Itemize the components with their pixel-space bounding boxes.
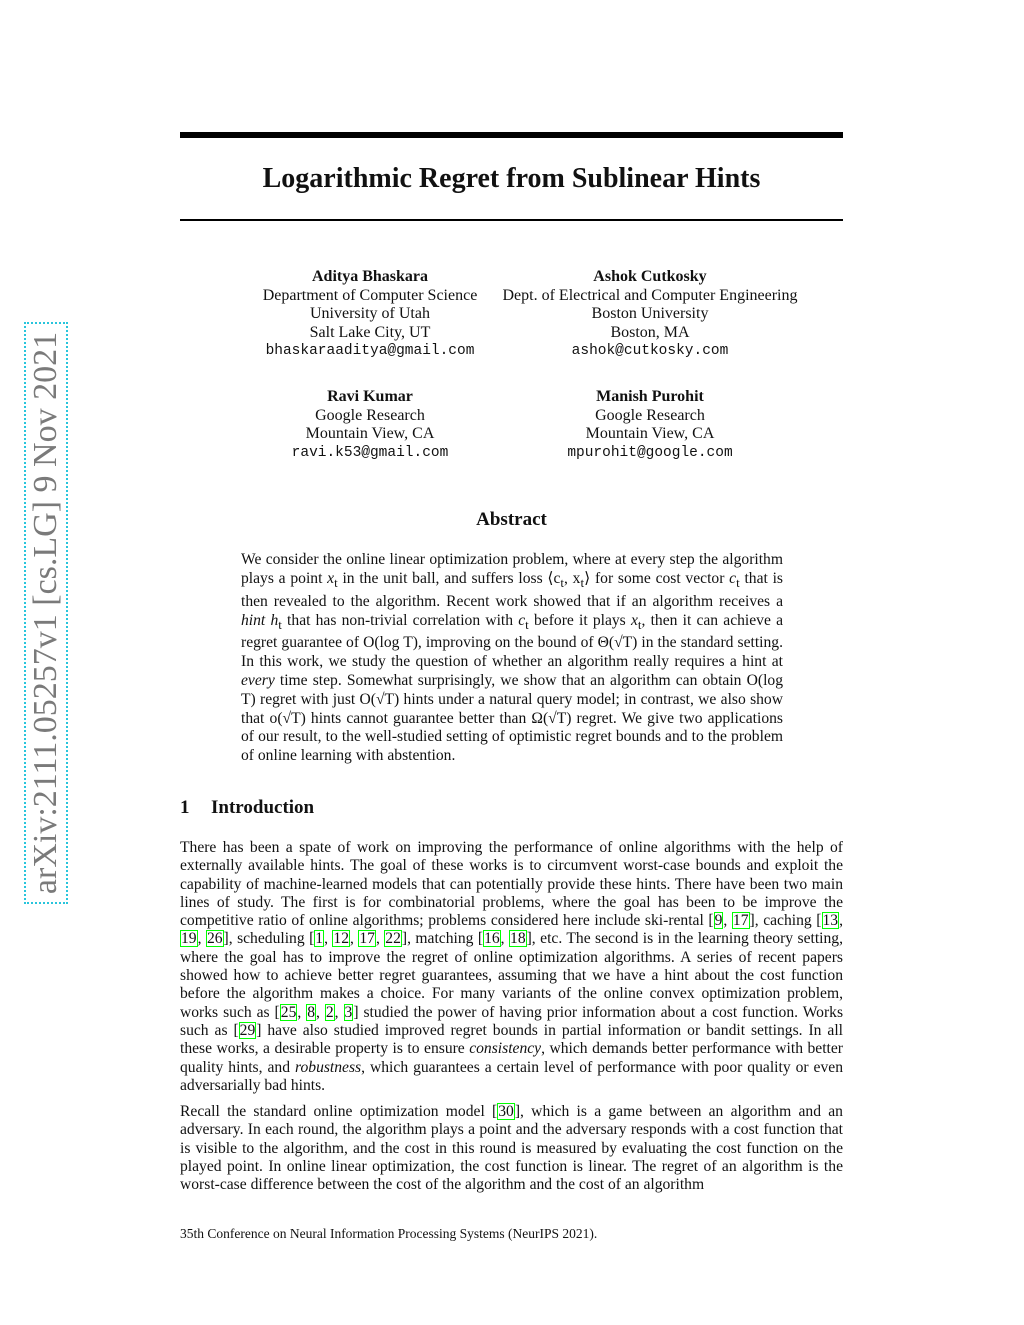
author-institution: University of Utah (310, 305, 430, 322)
author-block (470, 268, 830, 361)
author-department: Department of Computer Science (262, 286, 478, 304)
citation-link[interactable]: 3 (344, 1003, 353, 1021)
paragraph: Recall the standard online optimization model [30], which is a game between an algorithm and an adversary. In each round, the algorithm plays a point and the adversary responds with a cost function that is visible to the algorithm, and the cost in this round is measured by evaluating the cost function on the played point. In online linear optimization, the cost function is linear. The regret of an algorithm is the worst-case difference between the cost of the algorithm and the cost of an algorithm (180, 1103, 843, 1194)
citation-link[interactable]: 12 (333, 930, 349, 948)
author-location: Mountain View, CA (585, 425, 715, 442)
citation-link[interactable]: 26 (206, 930, 223, 948)
title-top-rule (180, 132, 843, 138)
paragraph: There has been a spate of work on improving the performance of online algorithms with the help of externally available hints. The goal of these works is to circumvent worst-case bounds and exploit the capability of machine-learned models that can potentially provide these hints. There have been two main lines of study. The first is for combinatorial problems, where the goal has been to be improve the competitive ratio of online algorithms; problems considered here include ski-rental [9, 17], caching [13, 19, 26], scheduling [1, 12, 17, 22], matching [16, 18], etc. The second is in the learning theory setting, where the goal has to improve the regret of online optimization algorithms. A series of recent papers showed how to achieve better regret guarantees, assuming that we have a hint about the cost function before the algorithm makes a choice. For many variants of the online convex optimization problem, works such as [25, 8, 2, 3] studied the power of having prior information about a cost function. Works such as [29] have also studied improved regret bounds in partial information or bandit settings. In all these works, a desirable property is to ensure consistency, which demands better performance with better quality hints, and robustness, which guarantees a certain level of performance with poor quality or even adversarially bad hints. (180, 839, 844, 1094)
section-heading (180, 797, 314, 819)
citation-link[interactable]: 2 (325, 1003, 334, 1021)
citation-link[interactable]: 1 (315, 930, 324, 948)
author-institution: Google Research (315, 406, 425, 424)
author-block (470, 388, 830, 462)
author-department: Dept. of Electrical and Computer Engineering (502, 286, 798, 304)
author-email[interactable]: bhaskaraaditya@gmail.com (265, 343, 475, 359)
introduction-body (180, 839, 843, 1203)
author-email[interactable]: ravi.k53@gmail.com (291, 444, 449, 461)
paper-title: Logarithmic Regret from Sublinear Hints (262, 163, 761, 194)
citation-link[interactable]: 17 (732, 912, 749, 930)
citation-link[interactable]: 19 (181, 930, 197, 948)
section-title: Introduction (211, 797, 315, 818)
author-location: Salt Lake City, UT (309, 323, 431, 341)
abstract-heading: Abstract (476, 509, 547, 530)
author-name: Manish Purohit (596, 388, 704, 405)
citation-link[interactable]: 18 (510, 930, 526, 948)
author-name: Ravi Kumar (327, 388, 413, 405)
citation-link[interactable]: 25 (280, 1003, 297, 1021)
arxiv-identifier: arXiv:2111.05257v1 [cs.LG] 9 Nov 2021 (27, 331, 64, 895)
author-location: Mountain View, CA (305, 425, 435, 442)
citation-link[interactable]: 30 (498, 1103, 514, 1121)
citation-link[interactable]: 22 (385, 930, 401, 948)
arxiv-stamp (24, 322, 68, 904)
citation-link[interactable]: 13 (822, 912, 839, 930)
title-bottom-rule (180, 219, 843, 221)
citation-link[interactable]: 16 (484, 930, 500, 948)
citation-link[interactable]: 9 (714, 912, 723, 930)
author-name: Aditya Bhaskara (311, 268, 429, 285)
author-name: Ashok Cutkosky (593, 268, 707, 285)
author-institution: Boston University (591, 305, 709, 322)
citation-link[interactable]: 8 (307, 1003, 316, 1021)
author-location: Boston, MA (610, 323, 690, 341)
citation-link[interactable]: 17 (359, 930, 375, 948)
footer-venue-note: 35th Conference on Neural Information Processing Systems (NeurIPS 2021). (180, 1226, 598, 1241)
abstract-text: We consider the online linear optimization problem, where at every step the algorithm plays a point $x_t$ in the unit ball, and suffers loss $⟨c_t$, $x_t⟩$ for some cost vector $c_t$ that is then revealed to the algorithm. Recent work showed that if an algorithm receives a hint $h_t$ that has non-trivial correlation with $c_t$ before it plays $x_t$, then it can achieve a regret guarantee of O(log T), improving on the bound of Θ(√T) in the standard setting. In this work, we study the question of whether an algorithm really requires a hint at every time step. Somewhat surprisingly, we show that an algorithm can obtain O(log T) regret with just O(√T) hints under a natural query model; in contrast, we also show that o(√T) hints cannot guarantee better than Ω(√T) regret. We give two applications of our result, to the well-studied setting of optimistic regret bounds and to the problem of online learning with abstention. (241, 551, 784, 765)
citation-link[interactable]: 29 (239, 1021, 256, 1039)
author-email[interactable]: mpurohit@google.com (567, 444, 733, 461)
author-institution: Google Research (595, 406, 705, 424)
section-number: 1 (180, 797, 190, 818)
author-email[interactable]: ashok@cutkosky.com (571, 343, 729, 359)
